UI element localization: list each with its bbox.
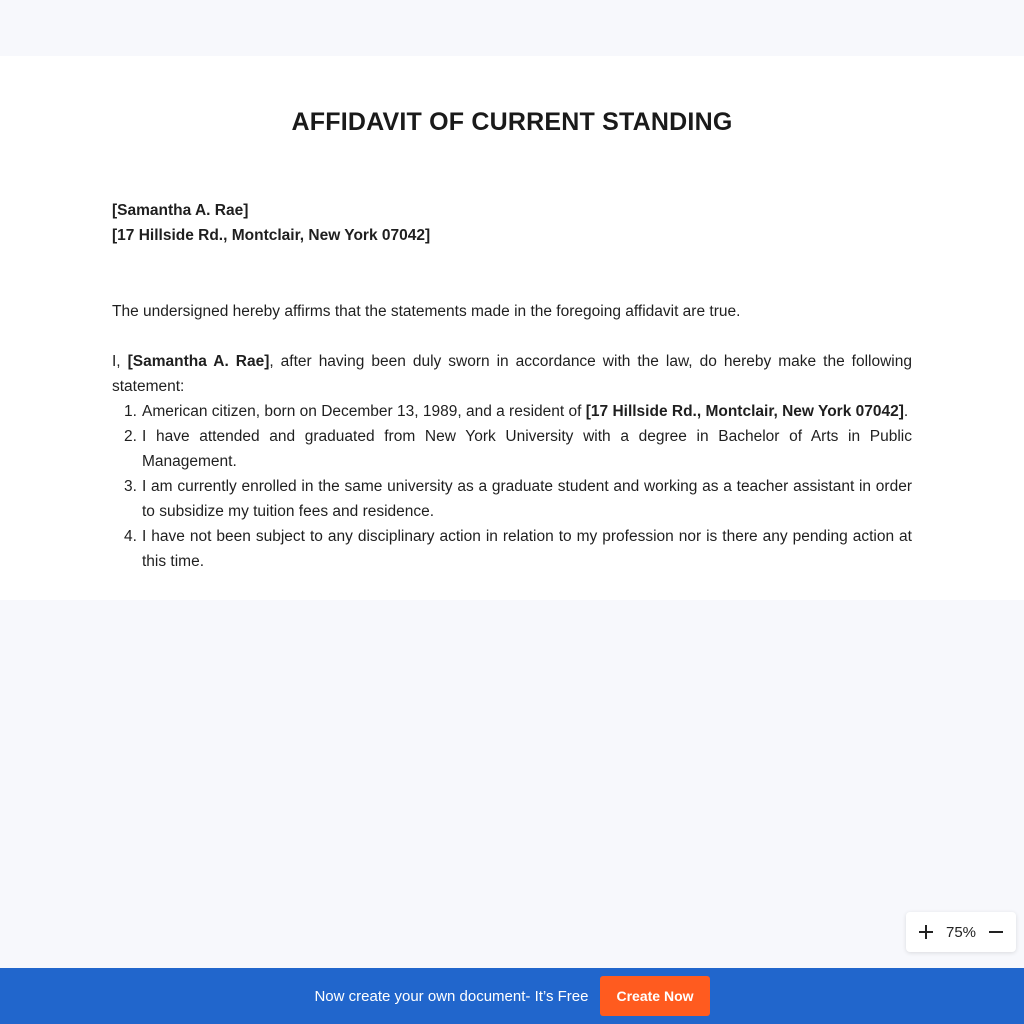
footer-text: Now create your own document- It’s Free	[314, 987, 589, 1005]
statement-list	[112, 399, 912, 574]
zoom-level: 75%	[945, 923, 977, 941]
list-item-number: 1.	[124, 403, 137, 420]
create-now-button[interactable]: Create Now	[600, 976, 709, 1016]
list-item	[112, 424, 912, 474]
document-page	[0, 56, 1024, 600]
list-item-address: [17 Hillside Rd., Montclair, New York 07042]	[585, 403, 904, 420]
header-address: [17 Hillside Rd., Montclair, New York 07042]	[112, 227, 431, 244]
list-item	[112, 399, 912, 424]
zoom-control	[906, 912, 1016, 952]
list-item-text: I have attended and graduated from New York University with a degree in Bachelor of Arts in Public Management.	[142, 428, 912, 470]
minus-icon[interactable]	[984, 920, 1008, 944]
affirmation-paragraph: The undersigned hereby affirms that the statements made in the foregoing affidavit are true.	[112, 303, 741, 320]
statement-suffix: , after having been duly sworn in accordance with the law, do hereby make the following statement:	[112, 353, 912, 395]
list-item-number: 2.	[124, 428, 137, 445]
document-title: AFFIDAVIT OF CURRENT STANDING	[291, 108, 733, 136]
list-item-text: I have not been subject to any disciplinary action in relation to my profession nor is there any pending action at this time.	[142, 528, 912, 570]
list-item-text: American citizen, born on December 13, 1989, and a resident of	[142, 403, 586, 420]
footer-banner	[0, 968, 1024, 1024]
statement-name: [Samantha A. Rae]	[127, 353, 270, 370]
list-item-text: I am currently enrolled in the same university as a graduate student and working as a teacher assistant in order to subsidize my tuition fees and residence.	[142, 478, 912, 520]
list-item-end: .	[903, 403, 909, 420]
plus-icon[interactable]	[914, 920, 938, 944]
statement-paragraph	[112, 349, 912, 399]
statement-prefix: I,	[112, 353, 128, 370]
list-item-number: 4.	[124, 528, 137, 545]
list-item	[112, 474, 912, 524]
list-item	[112, 524, 912, 574]
header-name: [Samantha A. Rae]	[112, 202, 249, 219]
header-block	[112, 198, 430, 248]
list-item-number: 3.	[124, 478, 137, 495]
